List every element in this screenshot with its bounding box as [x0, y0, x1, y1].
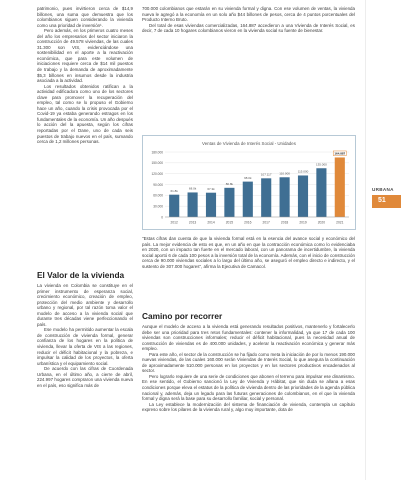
section-heading-camino: Camino por recorrer [142, 311, 223, 321]
quote-block [142, 236, 355, 269]
x-tick-label: 2016 [244, 220, 252, 225]
vis-sales-chart [142, 135, 356, 230]
data-label: 98.0k [244, 175, 252, 180]
paragraph: Pero además, en los primeros cuatro meses del año los empresarios del sector iniciaron la construcción de 49.578 viviendas, de las cuales 31.300 son VIS, evidenciándose una sostenibilidad en el aporte a la reactivación económica, que para este volumen de iniciaciones requiere cerca de $14 mil puestos de trabajo y la demanda de aproximadamente $5,3 billones en insumos desde la industria asociada a la actividad. [37, 28, 133, 84]
paragraph: La vivienda en Colombia se constituye en el primer instrumento de esperanza social, crecimiento económico, creación de empleo, protección del medio ambiente y desarrollo urbano y regional, por tal razón toma valor el modelo de acceso a la vivienda social que durante tres décadas viene perfeccionando el país. [37, 283, 133, 327]
bar [280, 177, 290, 217]
data-label: 164.887 [334, 151, 346, 156]
right-column-bottom [142, 324, 355, 413]
page-number-tab [372, 195, 401, 208]
paragraph: Los resultados obtenidos ratifican a la actividad edificadora como uno de los sectores clave para promover la recuperación del empleo, tal como se lo propuso el Gobierno hace un año, cuando la crisis provocada por el Covid-19 ya estaba generando estragos en los fundamentales de la economía. Un año después lo acción del la apuesta, según los cifras reportadas por el Dane, uno de cada seis puestos de trabajo nuevos en el país, sumando cerca de 1,2 millones personas. [37, 83, 133, 145]
y-tick-label: 180.000 [151, 150, 163, 155]
right-column-top [142, 6, 355, 34]
quote-paragraph: "Estas cifras dan cuenta de que la vivienda formal está en la esencia del avance social y económico del país. La mejor evidencia de esto es que, en un año en que la contracción económica como lo evidenciaba en 2020, con un impacto tan fuerte en el mercado laboral, con un panorama de incertidumbre, la vivienda social aportó 6 de cada 100 pesos a la inversión total de la economía. Además, con el inicio de construcción cerca de 90.000 viviendas sociales a lo largo del último año, se aseguró el empleo directo e indirecto, y el sustento de 307.000 hogares", afirma la Ejecutiva de Camacol. [142, 236, 355, 269]
x-tick-label: 2017 [262, 220, 270, 225]
page-number: 51 [378, 197, 386, 204]
paragraph: Pero lograrlo requiere de una serie de condiciones que abonen el terreno para impulsar ese dinamismo. En ese sentido, el Gobierno sancionó la Ley de Vivienda y Hábitat, que sin duda se allana a esas condiciones porque eleva el estatus de la política de vivienda dentro de las prioridades de la agenda pública nacional y, además, deja un legado para las futuras generaciones de colombianos, en el que la vivienda formal y digna será la base para su desarrollo familiar, social y personal. [142, 373, 355, 402]
data-label: 80.8k [225, 182, 234, 187]
y-tick-label: 90.000 [153, 182, 163, 187]
bar [224, 188, 234, 217]
section-heading-valor: El Valor de la vivienda [37, 270, 125, 280]
data-label: 110.000 [279, 171, 290, 176]
section-label: URBANA [372, 187, 394, 192]
y-tick-label: 30.000 [153, 204, 163, 209]
x-tick-label: 2020 [317, 220, 326, 225]
paragraph: 700.000 colombianos que estarán en su vivienda formal y digna. Con ese volumen de ventas, la vivienda nueva le agregó a la economía en un solo año $44 billones de pesos, cerca de 4 puntos porcentuales del Producto Interno Bruto. [142, 6, 355, 23]
bar [261, 178, 271, 217]
x-tick-label: 2021 [336, 220, 344, 225]
paragraph: Para este año, el sector de la construcción se ha fijado como meta la iniciación de por lo menos 190.000 nuevas viviendas, de las cuales 160.000 serán Viviendas de Interés Social, lo que asegura la continuación de aproximadamente 510.000 personas en los proyectos y en los sectores productivos encadenados al sector. [142, 351, 355, 374]
left-column-bottom [37, 283, 133, 388]
chart-title: Ventas de Vivienda de Interés Social - Unidades [202, 141, 296, 146]
bar [316, 168, 326, 217]
bar [335, 157, 345, 217]
data-label: 107.117 [260, 172, 272, 177]
paragraph: La Ley establece la modernización del sistema de financiación de vivienda, contempla un capítulo expreso sobre los pilares de la vivienda rural y, algo muy importante, dota de [142, 401, 355, 413]
column-divider [365, 0, 366, 480]
x-tick-label: 2019 [299, 220, 307, 225]
paragraph: Del total de esas viviendas comercializadas, 164.887 accedieron a una Vivienda de Interés Social, es decir, 7 de cada 10 hogares colombianos vieron en la vivienda social su fuente de bienestar. [142, 22, 355, 34]
x-tick-label: 2013 [188, 220, 197, 225]
y-tick-label: 60.000 [153, 193, 163, 198]
paragraph: Aunque el modelo de acceso a la vivienda está generando resultados positivos, mantenerlo y fortalecerlo debe ser una prioridad para tres retos fundamentales: contener la informalidad, ya que 17 de cada 100 viviendas son construcciones informales; reducir el déficit habitacional, pues la necesidad anual de construcción de viviendas es de 400.000 unidades, y acelerar la reactivación económica y generar más empleo. [142, 324, 355, 352]
x-tick-label: 2014 [207, 220, 215, 225]
data-label: 61.8k [170, 188, 178, 193]
data-label: 68.0k [188, 186, 197, 191]
data-label: 67.3k [207, 186, 215, 191]
chart-canvas [143, 136, 355, 229]
y-tick-label: 120.000 [151, 171, 163, 176]
bar [298, 175, 308, 217]
paragraph: patrimonio, pues invirtieron cerca de $14,9 billones, una suma que demuestra que los colombianos siguen considerando la vivienda como una prioridad de inversión¹. [37, 6, 133, 28]
bar [243, 182, 253, 217]
bar [188, 192, 198, 217]
x-tick-label: 2015 [225, 220, 234, 225]
data-label: 115.000 [297, 169, 309, 174]
data-label: 135.000 [315, 162, 327, 167]
bar [169, 195, 179, 217]
x-tick-label: 2018 [280, 220, 289, 225]
paragraph: De acuerdo con las cifras de Coordenada Urbana, en el último año, a cierre de abril, 224.997 hogares compraron una vivienda nueva en el país, eso significa más de [37, 366, 133, 388]
bar [206, 193, 216, 217]
x-tick-label: 2012 [170, 220, 178, 225]
left-column-top [37, 6, 133, 145]
paragraph: Ese modelo ha permitido aumentar la escala de construcción de vivienda formal, generar confianza de los hogares en la política de vivienda, llevar la oferta de VIS a las regiones, reducir el déficit habitacional y la pobreza, e impulsar la calidad de los proyectos, la oferta urbanística y el equipamiento social. [37, 327, 133, 366]
y-tick-label: 150.000 [151, 161, 163, 166]
y-tick-label: 0 [161, 215, 163, 220]
